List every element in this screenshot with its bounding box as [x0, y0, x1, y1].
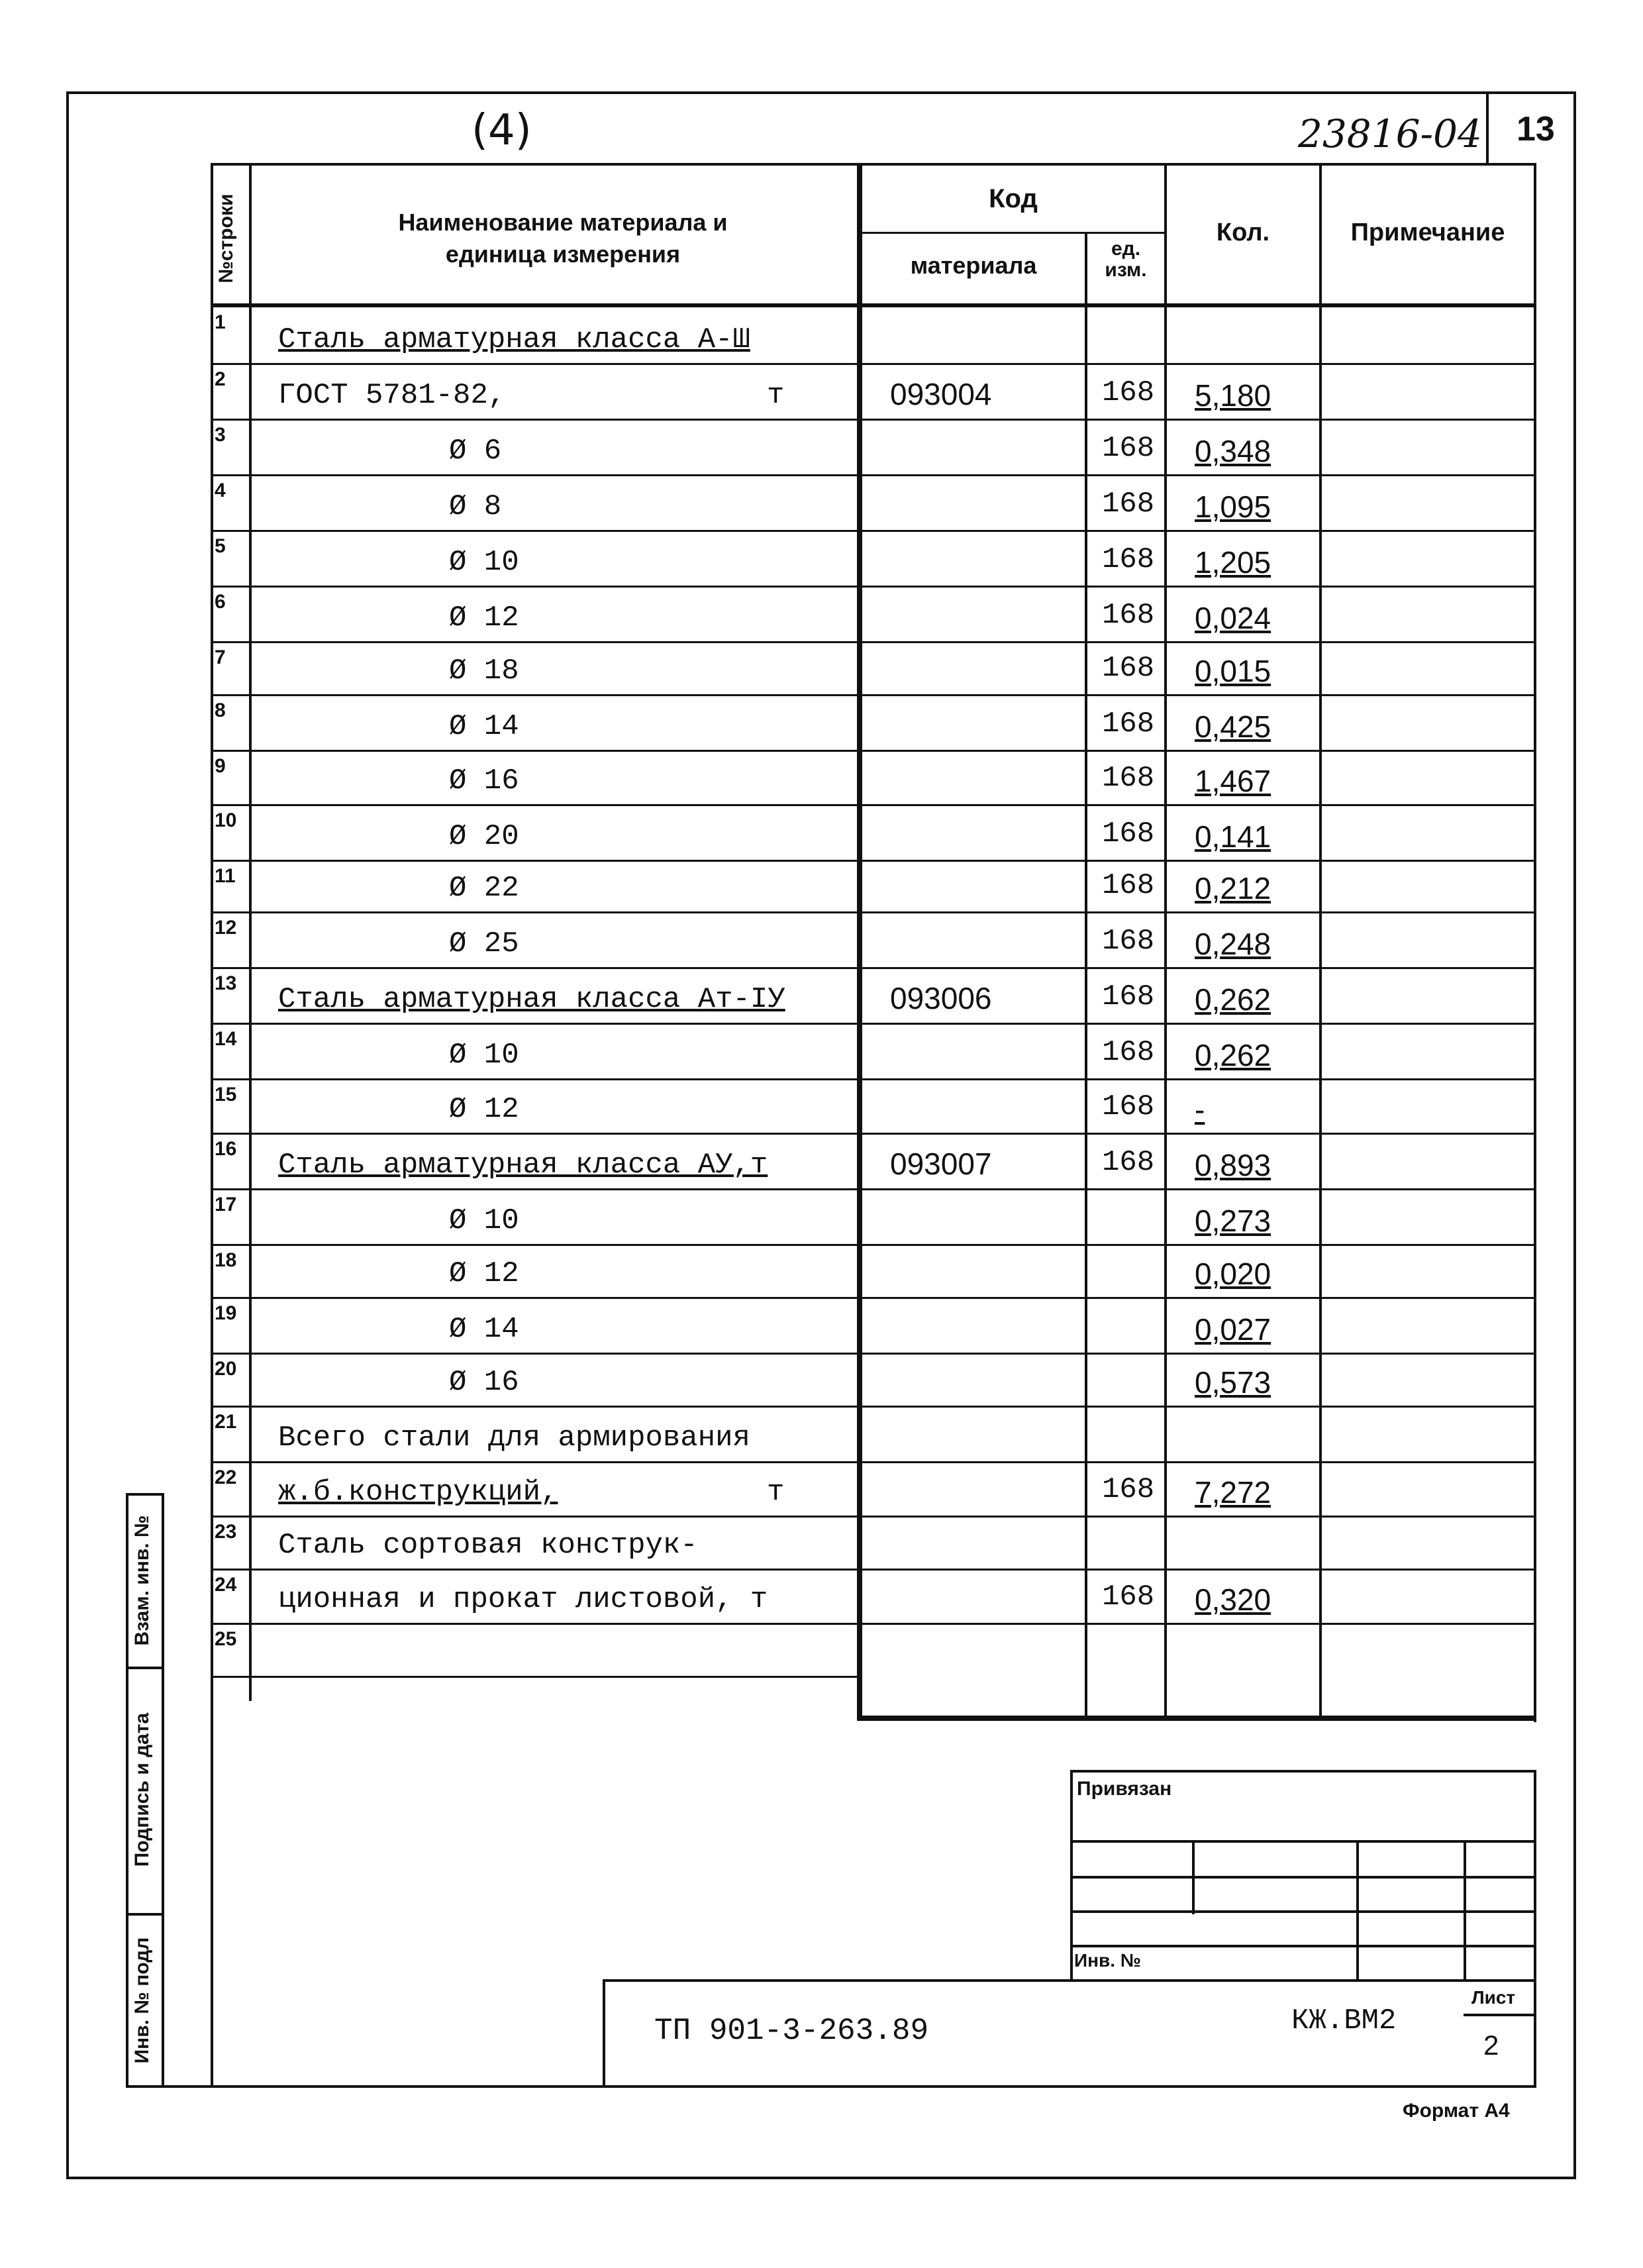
table-row [211, 696, 1535, 751]
header-row-no: №строки [215, 193, 237, 284]
row-number: 23 [215, 1521, 237, 1543]
row-unit: 168 [1102, 762, 1155, 795]
row-name: Ø 22 [449, 872, 519, 905]
row-unit: 168 [1102, 817, 1155, 850]
row-unit: 168 [1102, 543, 1155, 576]
row-code: 093007 [890, 1147, 992, 1181]
frame-right [1573, 91, 1576, 2178]
row-number: 21 [215, 1411, 237, 1433]
page-label: (4) [472, 106, 532, 155]
table-row [211, 307, 1535, 364]
row-name: Сталь сортовая конструк- [278, 1529, 698, 1562]
row-name: Ø 12 [449, 601, 519, 635]
row-qty: 0,027 [1195, 1312, 1271, 1347]
doc-code: ТП 901-3-263.89 [654, 2014, 929, 2048]
table-row [211, 1134, 1535, 1190]
row-name: Ø 25 [449, 927, 519, 960]
row-number: 25 [215, 1628, 237, 1650]
table-row [211, 1407, 1535, 1463]
row-unit: 168 [1102, 488, 1155, 521]
row-name: Ø 12 [449, 1257, 519, 1290]
row-number: 15 [215, 1084, 237, 1106]
table-row [211, 751, 1535, 805]
table-row [211, 1080, 1535, 1134]
table-row [211, 531, 1535, 587]
table-row [211, 364, 1535, 420]
row-number: 4 [215, 480, 226, 501]
row-number: 17 [215, 1194, 237, 1215]
row-number: 18 [215, 1249, 237, 1271]
row-name: Ø 10 [449, 1204, 519, 1237]
row-code: 093004 [890, 377, 992, 411]
row-number: 16 [215, 1138, 237, 1160]
header-name [278, 207, 848, 270]
table-row [211, 1624, 1535, 1677]
row-unit: 168 [1102, 599, 1155, 632]
table-row [211, 1024, 1535, 1080]
row-unit: 168 [1102, 376, 1155, 409]
row-number: 7 [215, 646, 226, 668]
row-name: Ø 16 [449, 764, 519, 798]
row-name: Ø 18 [449, 654, 519, 688]
row-number: 1 [215, 311, 226, 333]
table-row [211, 1354, 1535, 1407]
row-qty: 0,893 [1195, 1148, 1271, 1182]
table-row [211, 420, 1535, 476]
row-name: Ø 14 [449, 710, 519, 743]
table-row [211, 913, 1535, 968]
table-row [211, 805, 1535, 861]
row-name: Ø 16 [449, 1366, 519, 1399]
row-qty: 0,320 [1195, 1582, 1271, 1617]
row-code: 093006 [890, 981, 992, 1015]
row-qty: 0,262 [1195, 982, 1271, 1017]
row-name: Ø 14 [449, 1313, 519, 1346]
table-row [211, 1298, 1535, 1354]
row-name: Ø 12 [449, 1093, 519, 1126]
row-number: 12 [215, 917, 237, 939]
row-qty: 0,425 [1195, 709, 1271, 744]
row-qty: 0,015 [1195, 654, 1271, 688]
row-name-unit: т [767, 1476, 785, 1509]
row-unit: 168 [1102, 652, 1155, 685]
header-note: Примечание [1350, 219, 1505, 246]
header-name-text: Наименование материала и единица измерения [398, 209, 728, 268]
row-number: 14 [215, 1028, 237, 1050]
row-unit: 168 [1102, 707, 1155, 741]
table-row [211, 1463, 1535, 1517]
row-name: Всего стали для армирования [278, 1421, 750, 1455]
row-qty: 0,348 [1195, 434, 1271, 468]
sheet-number: 2 [1483, 2030, 1499, 2061]
row-number: 3 [215, 424, 226, 446]
row-qty: 5,180 [1195, 378, 1271, 413]
row-number: 6 [215, 591, 226, 613]
header-code-unit: ед. изм. [1105, 238, 1147, 281]
row-unit: 168 [1102, 1036, 1155, 1069]
row-number: 9 [215, 755, 226, 777]
row-unit: 168 [1102, 1146, 1155, 1179]
row-unit: 168 [1102, 925, 1155, 958]
frame-top [66, 91, 1576, 94]
table-row [211, 968, 1535, 1024]
doc-mark: КЖ.ВМ2 [1291, 2004, 1397, 2037]
row-qty: 0,020 [1195, 1257, 1271, 1291]
page-number-divider [1486, 93, 1489, 166]
row-name: Ø 10 [449, 546, 519, 579]
row-qty: 0,573 [1195, 1365, 1271, 1400]
row-name: Сталь арматурная класса АУ,т [278, 1149, 768, 1182]
row-name: ционная и прокат листовой, т [278, 1583, 768, 1616]
row-number: 10 [215, 809, 237, 831]
row-qty: 0,273 [1195, 1204, 1271, 1238]
table-row [211, 587, 1535, 643]
row-name: Сталь арматурная класса А-Ш [278, 323, 750, 356]
table-row [211, 1570, 1535, 1624]
row-qty: 7,272 [1195, 1475, 1271, 1510]
row-name-unit: т [767, 379, 785, 412]
page-number: 13 [1517, 110, 1555, 148]
row-number: 2 [215, 368, 226, 390]
format-label: Формат А4 [1403, 2100, 1510, 2122]
inv-no-label: Инв. № [1074, 1950, 1142, 1971]
row-qty: 0,212 [1195, 871, 1271, 905]
row-number: 8 [215, 699, 226, 721]
frame-left [66, 91, 69, 2178]
row-qty: 0,262 [1195, 1038, 1271, 1072]
row-unit: 168 [1102, 980, 1155, 1013]
table-row [211, 1245, 1535, 1298]
row-number: 24 [215, 1574, 237, 1596]
row-qty: 1,095 [1195, 490, 1271, 524]
row-unit: 168 [1102, 1580, 1155, 1614]
frame-bottom [66, 2177, 1576, 2179]
row-qty: - [1195, 1092, 1205, 1127]
row-name: ГОСТ 5781-82, [278, 379, 506, 412]
row-name: ж.б.конструкций, [278, 1476, 558, 1509]
stamp-vzam: Взам. инв. № [131, 1515, 153, 1646]
row-qty: 0,024 [1195, 601, 1271, 635]
row-qty: 1,467 [1195, 764, 1271, 798]
row-number: 19 [215, 1302, 237, 1324]
row-name: Ø 8 [449, 490, 502, 523]
stamp-podpis: Подпись и дата [131, 1712, 153, 1867]
row-name: Ø 6 [449, 435, 502, 468]
row-unit: 168 [1102, 1473, 1155, 1506]
row-unit: 168 [1102, 432, 1155, 465]
row-number: 5 [215, 535, 226, 557]
row-name: Сталь арматурная класса Ат-IУ [278, 983, 785, 1016]
row-number: 20 [215, 1358, 237, 1380]
doc-handwritten-number: 23816-04 [1298, 111, 1482, 156]
table-row [211, 861, 1535, 913]
row-name: Ø 10 [449, 1039, 519, 1072]
header-qty: Кол. [1216, 219, 1270, 246]
row-qty: 1,205 [1195, 545, 1271, 580]
privyazan-label: Привязан [1077, 1778, 1172, 1800]
row-number: 13 [215, 972, 237, 994]
row-unit: 168 [1102, 869, 1155, 902]
table-row [211, 643, 1535, 696]
table-row [211, 1190, 1535, 1245]
row-name: Ø 20 [449, 820, 519, 853]
row-unit: 168 [1102, 1090, 1155, 1123]
row-qty: 0,141 [1195, 819, 1271, 854]
header-code: Код [989, 184, 1038, 213]
row-number: 11 [215, 865, 236, 887]
table-row [211, 476, 1535, 531]
sheet-label: Лист [1471, 1987, 1516, 2008]
table-row [211, 1517, 1535, 1570]
stamp-inv-podl: Инв. № подл [131, 1937, 153, 2064]
header-code-material: материала [910, 252, 1037, 279]
row-qty: 0,248 [1195, 927, 1271, 961]
row-number: 22 [215, 1467, 237, 1488]
